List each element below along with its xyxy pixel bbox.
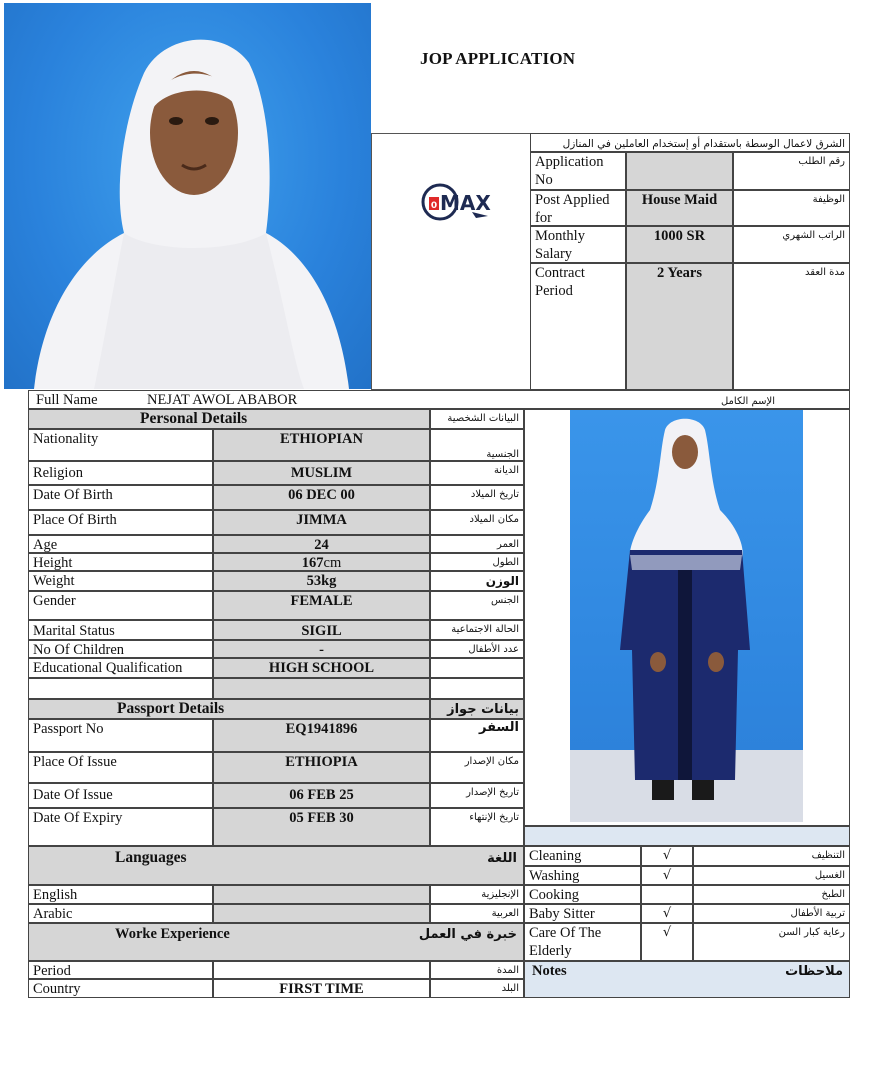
- date-issue-label: Date Of Issue: [28, 783, 213, 808]
- height-label: Height: [28, 553, 213, 571]
- education-label-ar: [430, 658, 524, 678]
- notes-label: Notes: [532, 963, 567, 979]
- contract-label-ar: مدة العقد: [733, 263, 850, 390]
- passport-no-label-ar: [430, 719, 524, 752]
- weight-label: Weight: [28, 571, 213, 591]
- marital-label: Marital Status: [28, 620, 213, 640]
- skill-cleaning-label: Cleaning: [524, 846, 641, 866]
- skill-cleaning-label-ar: التنظيف: [693, 846, 850, 866]
- height-label-ar: الطول: [430, 553, 524, 571]
- blank-row-label: [28, 678, 213, 699]
- contract-value: 2 Years: [626, 263, 733, 390]
- salary-value: 1000 SR: [626, 226, 733, 263]
- applicant-head-photo: [4, 3, 371, 389]
- gender-label: Gender: [28, 591, 213, 620]
- skill-cooking-label: Cooking: [524, 885, 641, 904]
- skill-washing-label: Washing: [524, 866, 641, 885]
- country-label-ar: البلد: [430, 979, 524, 998]
- logo-badge: 0: [430, 201, 438, 211]
- contract-label: Contract Period: [530, 263, 626, 390]
- passport-header: [28, 699, 430, 719]
- date-issue-value: 06 FEB 25: [213, 783, 430, 808]
- application-no-label-ar: رقم الطلب: [733, 152, 850, 190]
- skill-washing-check: √: [641, 866, 693, 885]
- languages-header: [28, 846, 524, 885]
- english-label: English: [28, 885, 213, 904]
- post-label: Post Applied for: [530, 190, 626, 226]
- marital-label-ar: الحالة الاجتماعية: [430, 620, 524, 640]
- english-value: [213, 885, 430, 904]
- religion-value: MUSLIM: [213, 461, 430, 485]
- arabic-label: Arabic: [28, 904, 213, 923]
- place-issue-label-ar: مكان الإصدار: [430, 752, 524, 783]
- period-value: [213, 961, 430, 979]
- passport-header-label: Passport Details: [117, 700, 225, 717]
- skill-cooking-label-ar: الطبخ: [693, 885, 850, 904]
- passport-no-label: Passport No: [28, 719, 213, 752]
- skill-cooking-check: [641, 885, 693, 904]
- marital-value: SIGIL: [213, 620, 430, 640]
- application-no-value: [626, 152, 733, 190]
- arabic-value: [213, 904, 430, 923]
- experience-header-label: Worke Experience: [115, 926, 230, 942]
- photo-caption-row: [524, 826, 850, 846]
- weight-label-ar: الوزن: [430, 571, 524, 591]
- nationality-value: ETHIOPIAN: [213, 429, 430, 461]
- full-name-value: NEJAT AWOL ABABOR: [147, 392, 298, 408]
- age-value: 24: [213, 535, 430, 553]
- dob-label: Date Of Birth: [28, 485, 213, 510]
- experience-header: [28, 923, 524, 961]
- gender-value: FEMALE: [213, 591, 430, 620]
- period-label: Period: [28, 961, 213, 979]
- height-number: 167: [301, 555, 324, 571]
- period-label-ar: المدة: [430, 961, 524, 979]
- passport-no-value: EQ1941896: [213, 719, 430, 752]
- place-issue-label: Place Of Issue: [28, 752, 213, 783]
- country-label: Country: [28, 979, 213, 998]
- date-issue-label-ar: تاريخ الإصدار: [430, 783, 524, 808]
- place-issue-value: ETHIOPIA: [213, 752, 430, 783]
- arabic-label-ar: العربية: [430, 904, 524, 923]
- blank-row-value: [213, 678, 430, 699]
- post-label-ar: الوظيفة: [733, 190, 850, 226]
- personal-header: [28, 409, 430, 429]
- page-title: JOP APPLICATION: [420, 49, 576, 68]
- dob-label-ar: تاريخ الميلاد: [430, 485, 524, 510]
- education-value: HIGH SCHOOL: [213, 658, 430, 678]
- dob-value: 06 DEC 00: [213, 485, 430, 510]
- full-name-label: Full Name: [36, 392, 98, 408]
- date-expiry-label: Date Of Expiry: [28, 808, 213, 846]
- notes-box: [524, 961, 850, 998]
- pob-value: JIMMA: [213, 510, 430, 535]
- religion-label-ar: الديانة: [430, 461, 524, 485]
- personal-header-label: Personal Details: [140, 410, 248, 427]
- nationality-label: Nationality: [28, 429, 213, 461]
- pob-label: Place Of Birth: [28, 510, 213, 535]
- languages-header-ar: اللغة: [487, 851, 517, 866]
- children-label: No Of Children: [28, 640, 213, 658]
- age-label-ar: العمر: [430, 535, 524, 553]
- date-expiry-label-ar: تاريخ الإنتهاء: [430, 808, 524, 846]
- skill-elderly-label: Care Of The Elderly: [524, 923, 641, 961]
- applicant-full-photo: [570, 410, 803, 822]
- skill-babysitter-label-ar: تربية الأطفال: [693, 904, 850, 923]
- age-label: Age: [28, 535, 213, 553]
- passport-header-ar: بيانات جواز السفر: [430, 699, 524, 719]
- post-value: House Maid: [626, 190, 733, 226]
- agency-logo: [420, 172, 494, 234]
- full-name-label-ar: الإسم الكامل: [720, 396, 775, 407]
- blank-row-ar: [430, 678, 524, 699]
- religion-label: Religion: [28, 461, 213, 485]
- children-label-ar: عدد الأطفال: [430, 640, 524, 658]
- gender-label-ar: الجنس: [430, 591, 524, 620]
- languages-header-label: Languages: [115, 849, 187, 866]
- application-no-label: Application No: [530, 152, 626, 190]
- skill-washing-label-ar: الغسيل: [693, 866, 850, 885]
- date-expiry-value: 05 FEB 30: [213, 808, 430, 846]
- skill-cleaning-check: √: [641, 846, 693, 866]
- notes-label-ar: ملاحظات: [785, 964, 843, 979]
- skill-babysitter-label: Baby Sitter: [524, 904, 641, 923]
- experience-header-ar: خبرة في العمل: [418, 927, 517, 942]
- education-label: Educational Qualification: [28, 658, 213, 678]
- salary-label: Monthly Salary: [530, 226, 626, 263]
- personal-header-ar: البيانات الشخصية: [430, 409, 524, 429]
- height-unit: cm: [323, 555, 342, 571]
- skill-elderly-label-ar: رعاية كبار السن: [693, 923, 850, 961]
- skill-elderly-check: √: [641, 923, 693, 961]
- logo-text: MAX: [440, 191, 491, 215]
- english-label-ar: الإنجليزية: [430, 885, 524, 904]
- weight-value: 53kg: [213, 571, 430, 591]
- skill-babysitter-check: √: [641, 904, 693, 923]
- height-value: [213, 553, 430, 571]
- country-value: FIRST TIME: [213, 979, 430, 998]
- pob-label-ar: مكان الميلاد: [430, 510, 524, 535]
- office-header-ar: الشرق لاعمال الوسطة باستقدام أو إستخدام العاملين في المنازل: [530, 133, 850, 152]
- nationality-label-ar: الجنسية: [430, 429, 524, 461]
- salary-label-ar: الراتب الشهري: [733, 226, 850, 263]
- full-name-row: [28, 390, 850, 409]
- children-value: -: [213, 640, 430, 658]
